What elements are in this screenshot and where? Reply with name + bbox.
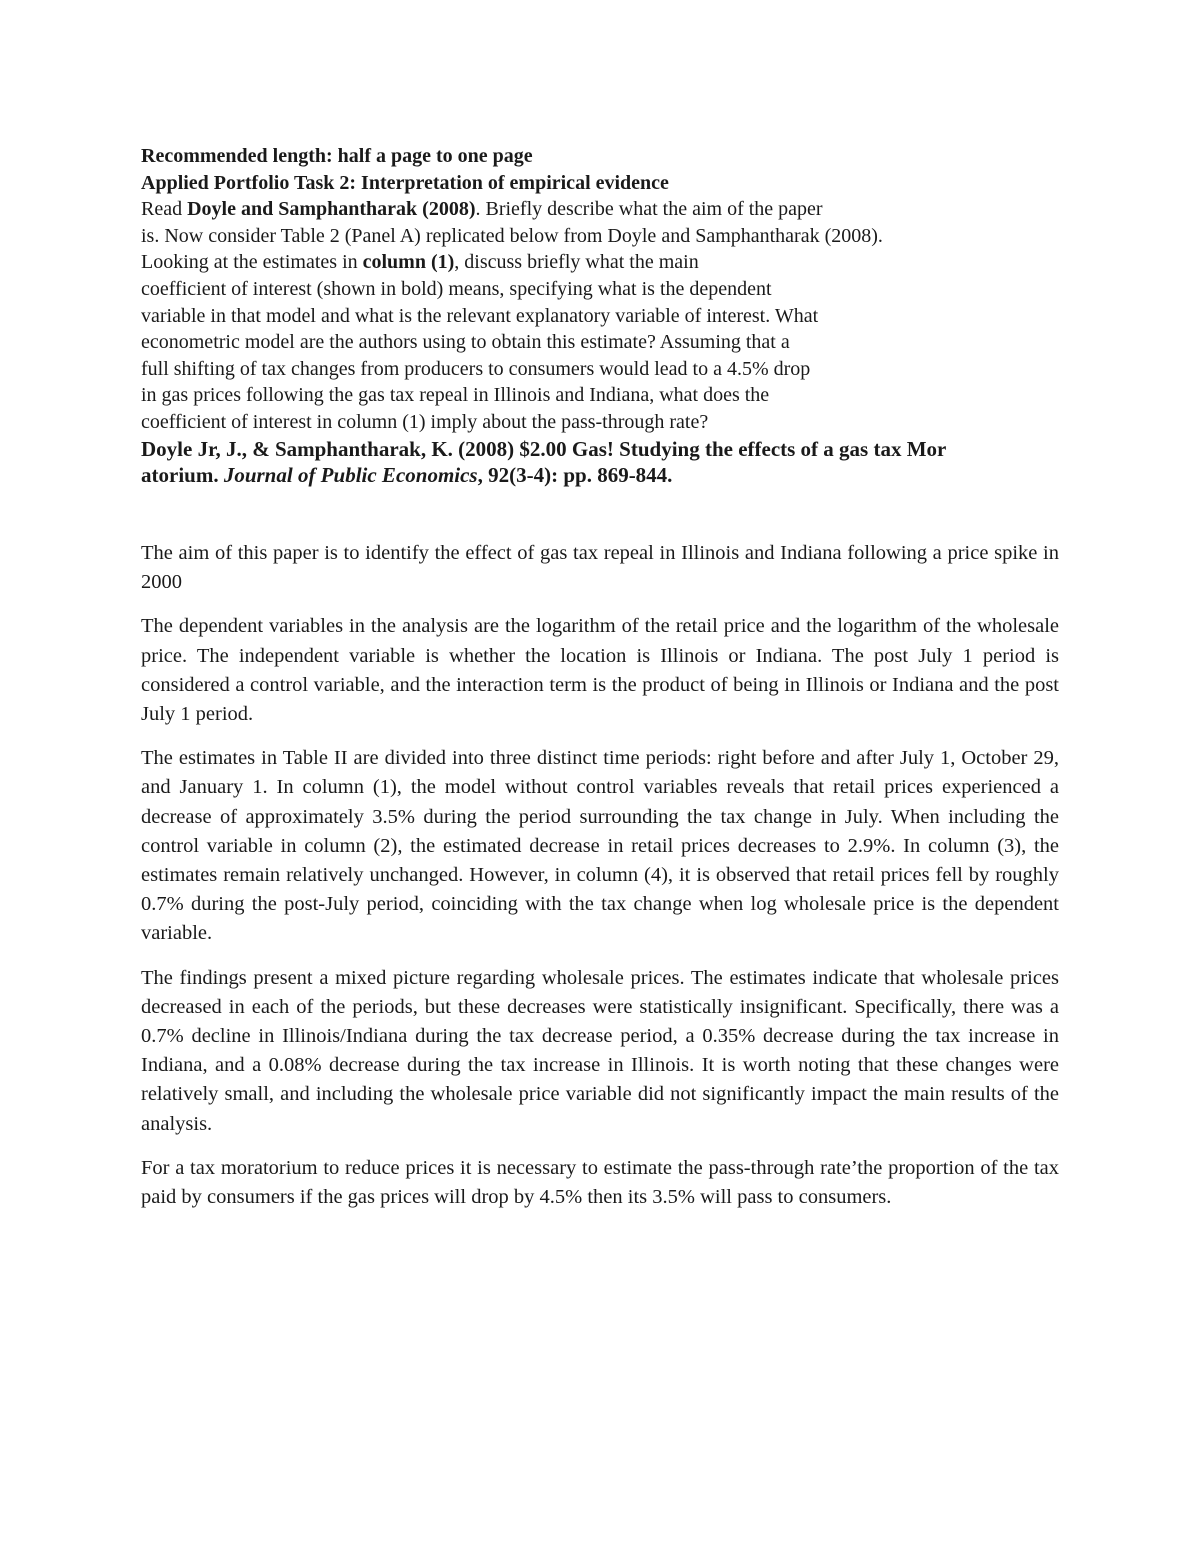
answer-paragraph-3: The estimates in Table II are divided into three distinct time periods: right before and after July 1, October 29, and January 1. In column (1), the model without control variables reveals that retail prices experienced a decrease of approximately 3.5% during the period surrounding the tax change in July. When including the control variable in column (2), the estimated decrease in retail prices decreases to 2.9%. In column (3), the estimates remain relatively unchanged. However, in column (4), it is observed that retail prices fell by roughly 0.7% during the post-July period, coinciding with the tax change when log wholesale price is the dependent variable. xyxy=(141,747,1059,945)
reference-line-2-prefix: atorium. xyxy=(141,463,224,488)
task-line-2: is. Now consider Table 2 (Panel A) replicated below from Doyle and Samphantharak (2008). xyxy=(141,224,883,247)
reference-journal: Journal of Public Economics xyxy=(223,463,478,488)
reference-line-2-suffix: , 92(3-4): pp. 869-844. xyxy=(477,463,673,488)
task-title: Applied Portfolio Task 2: Interpretation of empirical evidence xyxy=(141,171,669,194)
task-read-bold: Doyle and Samphantharak (2008) xyxy=(187,198,476,221)
task-line-4: coefficient of interest (shown in bold) means, specifying what is the dependent xyxy=(141,277,772,300)
task-line-5: variable in that model and what is the relevant explanatory variable of interest. What xyxy=(141,304,819,327)
task-read-suffix: . Briefly describe what the aim of the paper xyxy=(475,198,823,221)
task-line-9: coefficient of interest in column (1) imply about the pass-through rate? xyxy=(141,410,709,433)
answer-paragraph-4: The findings present a mixed picture regarding wholesale prices. The estimates indicate that wholesale prices decreased in each of the periods, but these decreases were statistically insignificant. Specifically, there was a 0.7% decline in Illinois/Indiana during the tax decrease period, a 0.35% decrease during the tax increase in Indiana, and a 0.08% decrease during the tax increase in Illinois. It is worth noting that these changes were relatively small, and including the wholesale price variable did not significantly impact the main results of the analysis. xyxy=(141,966,1059,1135)
reference-line-1: Doyle Jr, J., & Samphantharak, K. (2008) $2.00 Gas! Studying the effects of a gas tax Mor xyxy=(141,436,947,461)
task-line-3-bold: column (1) xyxy=(362,251,455,274)
task-read-prefix: Read xyxy=(141,198,188,221)
task-line-8: in gas prices following the gas tax repeal in Illinois and Indiana, what does the xyxy=(141,384,770,407)
task-line-3-suffix: , discuss briefly what the main xyxy=(454,251,699,274)
task-line-6: econometric model are the authors using to obtain this estimate? Assuming that a xyxy=(141,331,790,354)
task-instructions xyxy=(141,143,1071,489)
answer-paragraph-2: The dependent variables in the analysis are the logarithm of the retail price and the logarithm of the wholesale price. The independent variable is whether the location is Illinois or Indiana. The post July 1 period is considered a control variable, and the interaction term is the product of being in Illinois or Indiana and the post July 1 period. xyxy=(141,615,1059,726)
task-line-7: full shifting of tax changes from producers to consumers would lead to a 4.5% drop xyxy=(141,357,811,380)
task-line-1 xyxy=(141,196,1071,223)
reference-line-2 xyxy=(141,462,1071,489)
task-line-3 xyxy=(141,249,1071,276)
task-line-3-prefix: Looking at the estimates in xyxy=(141,251,363,274)
answer-paragraph-5: For a tax moratorium to reduce prices it is necessary to estimate the pass-through rate’the proportion of the tax paid by consumers if the gas prices will drop by 4.5% then its 3.5% will pass to consumers. xyxy=(141,1156,1059,1209)
answer-body xyxy=(141,539,1059,1227)
recommended-length: Recommended length: half a page to one page xyxy=(141,145,533,167)
answer-paragraph-1: The aim of this paper is to identify the effect of gas tax repeal in Illinois and Indiana following a price spike in 2000 xyxy=(141,542,1059,594)
